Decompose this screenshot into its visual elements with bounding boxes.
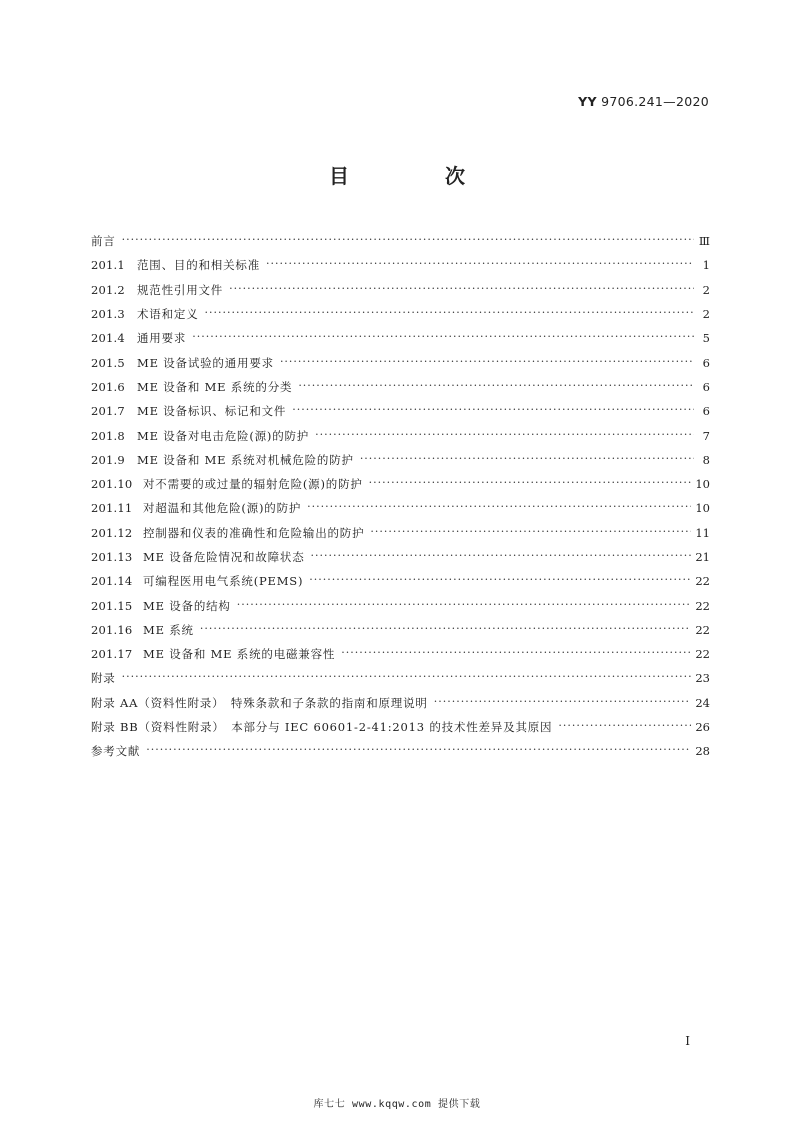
toc-dot-leader [237, 599, 692, 613]
toc-entry-title: 可编程医用电气系统(PEMS) [143, 574, 304, 589]
toc-entry-title: ME 设备和 ME 系统的电磁兼容性 [143, 647, 336, 662]
toc-entry-number: 201.3 [91, 307, 125, 322]
toc-dot-leader [434, 696, 692, 710]
toc-entry[interactable] [91, 496, 710, 520]
toc-entry-page: 1 [702, 258, 710, 273]
toc-entry-page: 7 [702, 428, 710, 443]
toc-dot-leader [292, 404, 694, 418]
toc-entry-number: 201.8 [91, 428, 125, 443]
page-number: I [685, 1034, 690, 1048]
toc-entry-page: 22 [695, 598, 710, 613]
toc-entry-title: 前言 [91, 234, 116, 249]
toc-entry-title: 范围、目的和相关标准 [137, 258, 260, 273]
toc-dot-leader [266, 258, 694, 272]
toc-dot-leader [558, 720, 691, 734]
toc-entry-page: 22 [695, 622, 710, 637]
toc-entry-number: 201.7 [91, 404, 125, 419]
standard-code: 9706.241—2020 [601, 94, 709, 109]
download-footer: 库七七 www.kqqw.com 提供下载 [313, 1099, 481, 1110]
toc-entry[interactable] [91, 739, 710, 763]
toc-entry[interactable] [91, 618, 710, 642]
toc-entry-page: 2 [702, 282, 710, 297]
toc-entry-title: 对超温和其他危险(源)的防护 [143, 501, 302, 516]
toc-entry-page: 2 [702, 307, 710, 322]
toc-entry-page: 10 [695, 501, 710, 516]
toc-entry-page: 23 [695, 671, 710, 686]
toc-entry-number: 201.13 [91, 550, 133, 564]
toc-entry[interactable] [91, 472, 710, 496]
toc-entry-page: 5 [702, 331, 710, 346]
table-of-contents [91, 229, 710, 764]
toc-entry[interactable] [91, 715, 710, 739]
toc-entry-number: 201.5 [91, 355, 125, 370]
toc-entry-page: 22 [695, 647, 710, 662]
toc-entry-page: 8 [702, 452, 710, 467]
toc-entry-number: 201.11 [91, 501, 133, 516]
toc-entry-title: ME 系统 [143, 622, 194, 637]
toc-dot-leader [205, 307, 695, 321]
toc-entry-number: 201.10 [91, 477, 133, 492]
toc-entry[interactable] [91, 302, 710, 326]
toc-entry-page: 6 [702, 379, 710, 394]
toc-entry-title: 控制器和仪表的准确性和危险输出的防护 [143, 525, 365, 540]
standard-prefix: YY [578, 94, 597, 109]
toc-entry-page: Ⅲ [698, 234, 710, 249]
toc-entry-page: 26 [695, 720, 710, 735]
toc-entry-page: 21 [695, 550, 710, 564]
toc-entry-page: 24 [695, 695, 710, 710]
toc-entry-title: ME 设备危险情况和故障状态 [143, 550, 305, 564]
toc-entry-number: 201.6 [91, 379, 125, 394]
toc-entry-number: 201.4 [91, 331, 125, 346]
toc-entry-title: ME 设备试验的通用要求 [137, 355, 274, 370]
toc-dot-leader [309, 574, 691, 588]
toc-entry[interactable] [91, 666, 710, 690]
toc-entry-title: ME 设备的结构 [143, 598, 231, 613]
toc-entry-title: ME 设备标识、标记和文件 [137, 404, 287, 419]
toc-entry-page: 10 [695, 477, 710, 492]
toc-dot-leader [122, 671, 692, 685]
toc-dot-leader [369, 477, 692, 491]
toc-entry-title: ME 设备和 ME 系统对机械危险的防护 [137, 452, 354, 467]
toc-entry[interactable] [91, 569, 710, 593]
toc-dot-leader [280, 356, 694, 370]
toc-dot-leader [315, 429, 694, 443]
toc-entry-title: 通用要求 [137, 331, 187, 346]
toc-dot-leader [200, 623, 692, 637]
toc-entry[interactable] [91, 448, 710, 472]
toc-entry-title: ME 设备和 ME 系统的分类 [137, 379, 293, 394]
toc-entry-title: 规范性引用文件 [137, 282, 224, 297]
toc-entry[interactable] [91, 350, 710, 374]
toc-dot-leader [311, 550, 692, 564]
toc-entry[interactable] [91, 253, 710, 277]
toc-entry-title: ME 设备对电击危险(源)的防护 [137, 428, 310, 443]
toc-entry[interactable] [91, 593, 710, 617]
toc-dot-leader [341, 647, 691, 661]
toc-entry-title: 附录 [91, 671, 116, 686]
toc-dot-leader [298, 380, 694, 394]
toc-entry[interactable] [91, 399, 710, 423]
toc-entry[interactable] [91, 229, 710, 253]
toc-entry-number: 201.2 [91, 282, 125, 297]
toc-entry-page: 22 [695, 574, 710, 589]
toc-entry-title: 参考文献 [91, 744, 141, 759]
toc-entry-number: 201.14 [91, 574, 133, 589]
toc-entry[interactable] [91, 642, 710, 666]
toc-entry[interactable] [91, 326, 710, 350]
standard-number [578, 94, 709, 109]
toc-entry-number: 201.17 [91, 647, 133, 662]
toc-entry[interactable] [91, 423, 710, 447]
toc-dot-leader [192, 331, 694, 345]
toc-entry-title: 对不需要的或过量的辐射危险(源)的防护 [143, 477, 363, 492]
toc-dot-leader [146, 744, 691, 758]
toc-entry-title: 术语和定义 [137, 307, 199, 322]
toc-entry[interactable] [91, 521, 710, 545]
toc-entry[interactable] [91, 691, 710, 715]
toc-dot-leader [360, 453, 694, 467]
toc-entry-number: 201.1 [91, 258, 125, 273]
toc-entry[interactable] [91, 545, 710, 569]
toc-entry-title: 附录 BB（资料性附录） 本部分与 IEC 60601-2-41:2013 的技术性差异及其原因 [91, 720, 553, 735]
toc-entry-number: 201.15 [91, 598, 133, 613]
toc-entry-page: 28 [695, 744, 710, 759]
page-title: 目 次 [329, 164, 503, 188]
toc-entry-title: 附录 AA（资料性附录） 特殊条款和子条款的指南和原理说明 [91, 695, 428, 710]
toc-entry-page: 6 [702, 404, 710, 419]
toc-entry[interactable] [91, 375, 710, 399]
toc-entry-page: 11 [695, 525, 710, 540]
toc-entry-number: 201.9 [91, 452, 125, 467]
toc-dot-leader [370, 526, 691, 540]
toc-dot-leader [307, 501, 691, 515]
toc-entry-number: 201.16 [91, 622, 133, 637]
toc-entry-page: 6 [702, 355, 710, 370]
toc-dot-leader [229, 283, 694, 297]
toc-entry[interactable] [91, 278, 710, 302]
toc-entry-number: 201.12 [91, 525, 133, 540]
toc-dot-leader [122, 234, 694, 248]
